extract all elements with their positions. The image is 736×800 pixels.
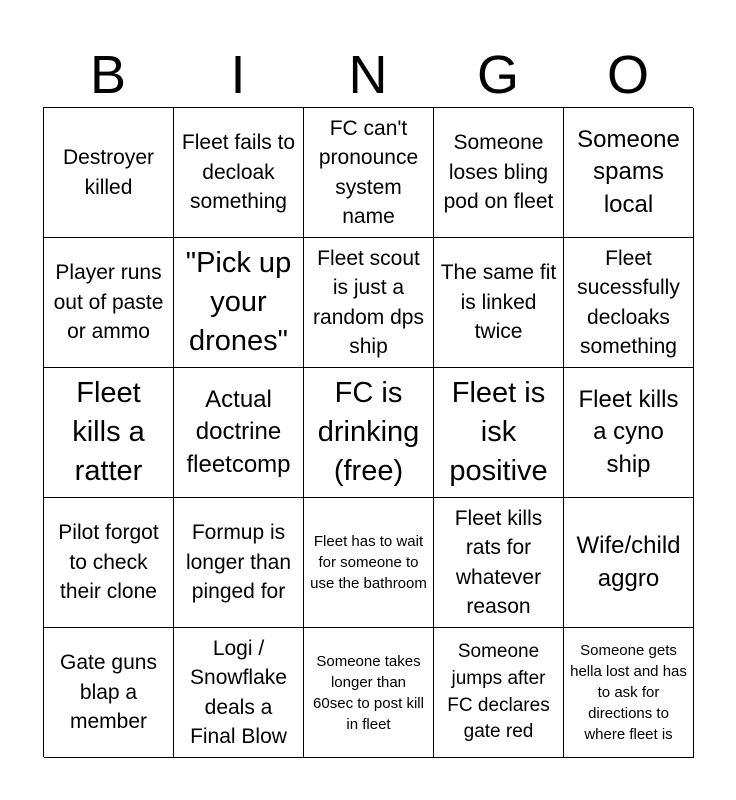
cell-text: Fleet is isk positive — [449, 376, 548, 488]
bingo-cell-r2c4[interactable] — [434, 238, 564, 368]
bingo-cell-r4c4[interactable] — [434, 498, 564, 628]
header-letter-b: B — [89, 45, 127, 105]
cell-text: Fleet kills rats for whatever reason — [454, 506, 543, 618]
cell-text: Player runs out of paste or ammo — [53, 261, 164, 344]
cell-text: Fleet fails to decloak something — [181, 131, 296, 214]
bingo-cell-r2c3[interactable] — [304, 238, 434, 368]
cell-text: Logi / Snowflake deals a Final Blow — [190, 636, 287, 748]
bingo-header — [43, 42, 693, 108]
cell-text: Someone gets hella lost and has to ask for directions to where fleet is — [570, 642, 687, 743]
cell-text: Fleet scout is just a random dps ship — [313, 246, 424, 358]
bingo-cell-r5c4[interactable] — [434, 628, 564, 758]
cell-text: Pilot forgot to check their clone — [58, 521, 159, 604]
header-letter-n: N — [348, 45, 388, 105]
bingo-cell-r3c5[interactable] — [564, 368, 694, 498]
bingo-cell-r1c5[interactable] — [564, 108, 694, 238]
cell-text: Someone takes longer than 60sec to post kill in fleet — [313, 652, 424, 733]
bingo-cell-r2c5[interactable] — [564, 238, 694, 368]
cell-text: Someone loses bling pod on fleet — [443, 131, 554, 214]
bingo-cell-r2c2[interactable] — [174, 238, 304, 368]
bingo-cell-r5c2[interactable] — [174, 628, 304, 758]
cell-text: Gate guns blap a member — [60, 651, 157, 734]
cell-text: Fleet kills a ratter — [72, 376, 145, 488]
cell-text: FC can't pronounce system name — [318, 116, 419, 228]
cell-text: Fleet has to wait for someone to use the bathroom — [310, 533, 427, 592]
bingo-cell-r4c3[interactable] — [304, 498, 434, 628]
bingo-cell-r5c1[interactable] — [44, 628, 174, 758]
bingo-cell-r2c1[interactable] — [44, 238, 174, 368]
bingo-cell-r4c5[interactable] — [564, 498, 694, 628]
header-letter-i: I — [230, 45, 246, 105]
cell-text: Fleet sucessfully decloaks something — [577, 246, 680, 358]
bingo-cell-r3c4[interactable] — [434, 368, 564, 498]
cell-text: Destroyer killed — [62, 146, 155, 199]
bingo-cell-r4c2[interactable] — [174, 498, 304, 628]
bingo-cell-r4c1[interactable] — [44, 498, 174, 628]
bingo-cell-r1c2[interactable] — [174, 108, 304, 238]
cell-text: Wife/child aggro — [576, 532, 681, 592]
bingo-grid — [43, 107, 693, 757]
bingo-cell-r3c1[interactable] — [44, 368, 174, 498]
cell-text: Formup is longer than pinged for — [185, 521, 292, 604]
bingo-cell-r3c2[interactable] — [174, 368, 304, 498]
bingo-cell-r5c5[interactable] — [564, 628, 694, 758]
bingo-cell-r1c3[interactable] — [304, 108, 434, 238]
cell-text: FC is drinking (free) — [317, 376, 420, 488]
bingo-cell-r5c3[interactable] — [304, 628, 434, 758]
cell-text: The same fit is linked twice — [440, 261, 557, 344]
bingo-cell-r1c4[interactable] — [434, 108, 564, 238]
cell-text: Actual doctrine fleetcomp — [186, 385, 291, 478]
header-letter-g: G — [476, 45, 519, 105]
header-letter-o: O — [606, 45, 649, 105]
cell-text: Fleet kills a cyno ship — [578, 385, 679, 478]
bingo-cell-r1c1[interactable] — [44, 108, 174, 238]
cell-text: Someone spams local — [577, 125, 680, 218]
cell-text: Someone jumps after FC declares gate red — [447, 641, 550, 743]
bingo-cell-r3c3[interactable] — [304, 368, 434, 498]
cell-text: "Pick up your drones" — [185, 246, 292, 358]
